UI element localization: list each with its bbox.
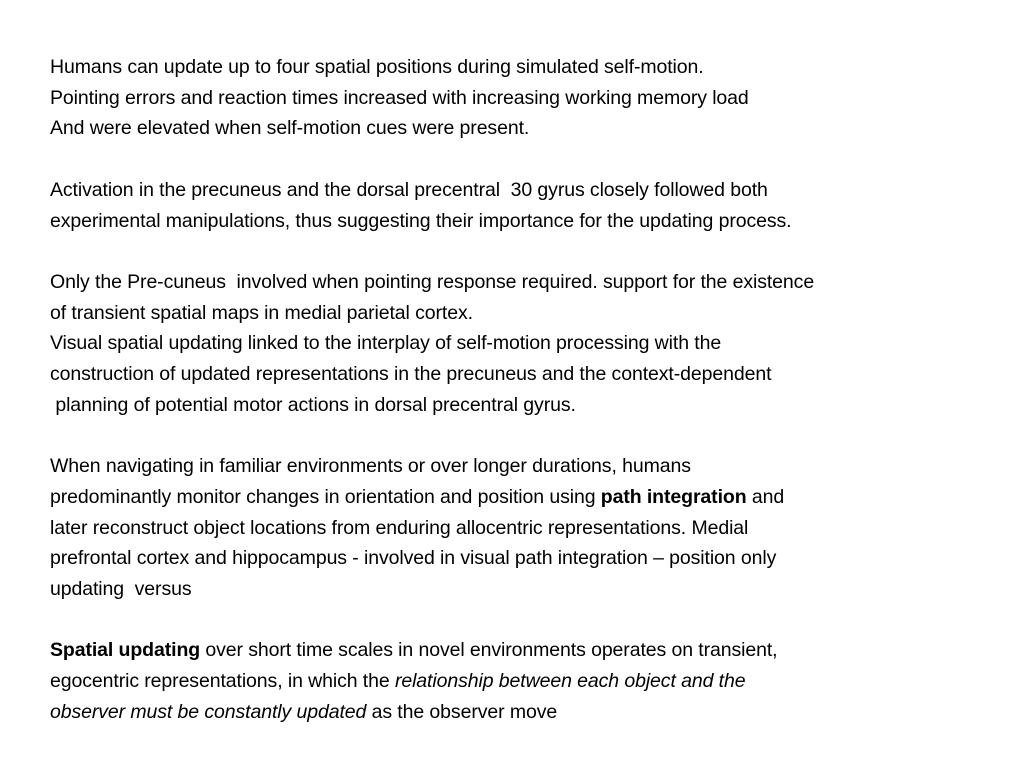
bold-term-spatial-updating: Spatial updating	[50, 639, 201, 662]
text-run: and	[746, 485, 785, 508]
paragraph-precuneus	[50, 267, 994, 421]
text-line: prefrontal cortex and hippocampus - involved in visual path integration – position only	[50, 547, 777, 570]
text-run: as the observer move	[366, 700, 558, 723]
text-line: experimental manipulations, thus suggesting their importance for the updating process.	[50, 209, 792, 232]
paragraph-spatial-positions	[50, 52, 994, 144]
text-line: Humans can update up to four spatial positions during simulated self-motion.	[50, 56, 704, 78]
text-line: And were elevated when self-motion cues were present.	[50, 117, 530, 140]
text-line: later reconstruct object locations from enduring allocentric representations. Medial	[50, 516, 749, 539]
italic-phrase: relationship between each object and the	[394, 670, 746, 692]
text-line: construction of updated representations in the precuneus and the context-dependent	[50, 363, 772, 385]
text-line: updating versus	[50, 577, 192, 600]
text-line: Activation in the precuneus and the dorsal precentral 30 gyrus closely followed both	[50, 178, 768, 201]
text-run: over short time scales in novel environments operates on transient,	[200, 639, 778, 662]
text-line	[50, 697, 994, 728]
text-line: of transient spatial maps in medial parietal cortex.	[50, 301, 473, 324]
text-line	[50, 482, 994, 513]
paragraph-activation	[50, 175, 994, 236]
text-line: Only the Pre-cuneus involved when pointing response required. support for the existence	[50, 270, 815, 293]
text-run: egocentric representations, in which the	[50, 670, 395, 692]
text-line	[50, 666, 994, 697]
bold-term-path-integration: path integration	[600, 485, 747, 508]
text-line: Pointing errors and reaction times increased with increasing working memory load	[50, 86, 749, 109]
paragraph-spacer	[50, 144, 994, 175]
paragraph-spacer	[50, 605, 994, 636]
text-line	[50, 635, 994, 666]
text-line: planning of potential motor actions in dorsal precentral gyrus.	[50, 393, 576, 416]
paragraph-path-integration	[50, 451, 994, 605]
paragraph-spacer	[50, 236, 994, 267]
paragraph-spatial-updating	[50, 635, 994, 727]
text-line: Visual spatial updating linked to the interplay of self-motion processing with the	[50, 332, 722, 355]
paragraph-spacer	[50, 420, 994, 451]
text-line: When navigating in familiar environments or over longer durations, humans	[50, 455, 691, 478]
text-run: predominantly monitor changes in orientation and position using	[50, 485, 601, 508]
italic-phrase: observer must be constantly updated	[50, 700, 367, 723]
